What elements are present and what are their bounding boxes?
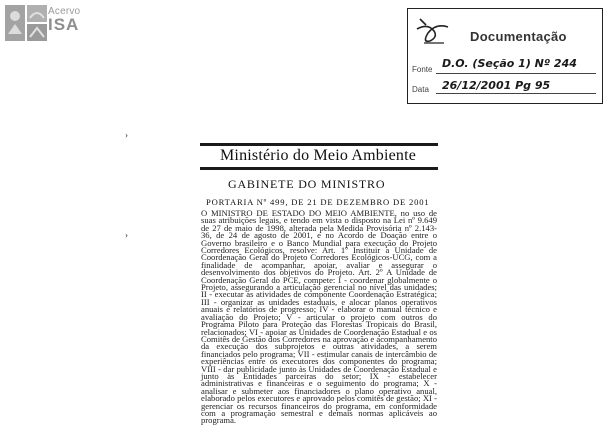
- margin-mark: ›: [125, 230, 128, 240]
- portaria-heading: PORTARIA Nº 499, DE 21 DE DEZEMBRO DE 2001: [206, 197, 430, 207]
- acervo-isa-logo-icon: [4, 4, 48, 42]
- body-paragraph: O MINISTRO DE ESTADO DO MEIO AMBIENTE, no uso de suas atribuições legais, e tendo em vista o disposto na Lei nº 9.649 de 27 de maio de 1998, alterada pela Medida Provisória nº 2.143-36, de 24 de agosto de 2001, e no Acordo de Doação entre o Governo brasileiro e o Banco Mundial para execução do Projeto Corredores Ecológicos, resolve: Art. 1º Instituir a Unidade de Coordenação Geral do Projeto Corredores Ecológicos-UCG, com a finalidade de acompanhar, apoiar, avaliar e assegurar o desenvolvimento dos objetivos do Projeto. Art. 2º A Unidade de Coordenação Geral do PCE, compete: I - coordenar globalmente o Projeto, assegurando a articulação gerencial no nível das unidades; II - executar as atividades de componente Coordenação Estratégica; III - organizar as unidades estaduais, e alocar planos operativos anuais e relatórios de progresso; IV - elaborar o manual técnico e avaliação do Projeto; V - articular o projeto com outros do Programa Piloto para Proteção das Florestas Tropicais do Brasil, relacionados; VI - apoiar as Unidades de Coordenação Estadual e os Comitês de Gestão dos Corredores na aprovação e acompanhamento da execução dos subprojetos e outras atividades, a serem financiados pelo programa; VII - estimular canais de intercâmbio de experiências entre os executores dos componentes do programa; VIII - dar publicidade junto às Unidades de Coordenação Estadual e junto às Entidades parceiras do setor; IX - estabelecer administrativas e financeiras e o seguimento do programa; X - analisar e submeter aos financiadores o plano operativo anual, elaborado pelos executores e aprovado pelos comitês de gestão; XI - gerenciar os recursos financeiros do programa, em conformidade com a programação semestral e demais normas aplicáveis ao programa.: [201, 208, 437, 426]
- title-bottom-rule: [200, 167, 438, 170]
- logo-line-isa: ISA: [48, 15, 80, 34]
- stamp-title: Documentação: [470, 29, 567, 44]
- cabinet-heading: GABINETE DO MINISTRO: [228, 177, 386, 191]
- stamp-field-date-label: Data: [412, 85, 429, 94]
- documentation-stamp: [407, 8, 603, 104]
- logo-line-acervo: Acervo: [48, 6, 81, 17]
- handwritten-initials-icon: [414, 13, 454, 49]
- logo-wordmark: [48, 6, 88, 33]
- top-rule: [200, 143, 438, 146]
- stamp-field-source-label: Fonte: [412, 65, 433, 74]
- stamp-field-source-handwriting: D.O. (Seção 1) Nº 244: [442, 57, 577, 70]
- ministry-title: Ministério do Meio Ambiente: [220, 147, 417, 164]
- stamp-field-source-line: [436, 73, 596, 74]
- stamp-field-date-line: [436, 93, 596, 94]
- margin-mark: ›: [125, 130, 128, 140]
- document-body-text: [201, 210, 437, 425]
- stamp-field-date-handwriting: 26/12/2001 Pg 95: [442, 79, 551, 92]
